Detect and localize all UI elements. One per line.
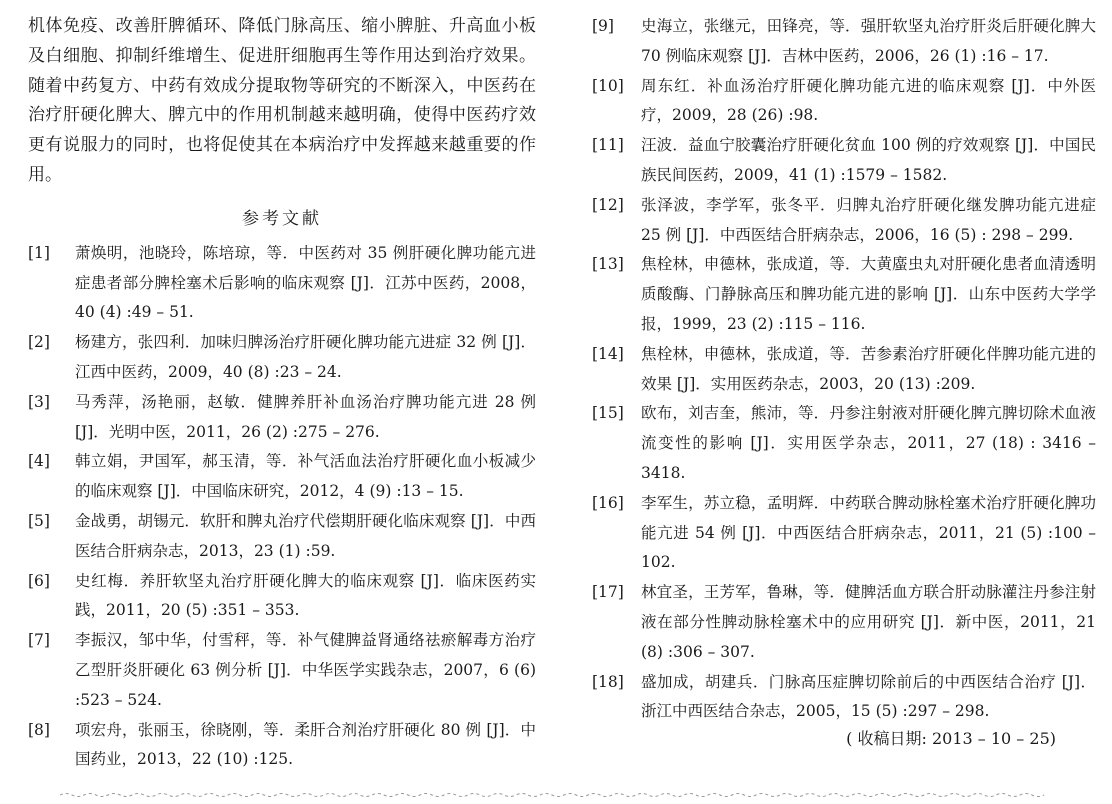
reference-text: 李振汉，邹中华，付雪秤，等．补气健脾益肾通络祛瘀解毒方治疗乙型肝炎肝硬化 63 例分析 [J]．中华医学实践杂志，2007，6 (6) :523 – 524. [75,631,536,709]
reference-text: 焦栓林，申德林，张成道，等．苦参素治疗肝硬化伴脾功能亢进的效果 [J]．实用医药杂志，2003，20 (13) :209. [641,344,1096,393]
reference-item [28,388,536,448]
reference-item [594,72,1096,132]
received-date: ( 收稿日期: 2013 – 10 – 25) [846,729,1056,749]
reference-number: [18] [592,672,624,691]
reference-text: 韩立娟，尹国军，郝玉清，等．补气活血法治疗肝硬化血小板减少的临床观察 [J]．中国临床研究，2012，4 (9) :13 – 15. [75,452,536,501]
reference-number: [7] [28,631,50,650]
reference-item [594,668,1096,728]
reference-number: [8] [28,720,50,739]
reference-text: 史海立，张继元，田锋亮，等．强肝软坚丸治疗肝炎后肝硬化脾大 70 例临床观察 [J]．吉林中医药，2006，26 (1) :16 – 17. [641,17,1096,65]
reference-number: [10] [592,76,624,95]
reference-text: 杨建方，张四利．加味归脾汤治疗肝硬化脾功能亢进症 32 例 [J]．江西中医药，2009，40 (8) :23 – 24. [75,333,536,381]
reference-text: 林宜圣，王芳军，鲁琳，等．健脾活血方联合肝动脉灌注丹参注射液在部分性脾动脉栓塞术中的应用研究 [J]．新中医，2011，21 (8) :306 – 307. [641,583,1096,661]
reference-item [28,239,536,328]
reference-item [594,399,1096,488]
reference-item [28,716,536,776]
reference-item [594,12,1096,72]
reference-item [28,328,536,388]
reference-item [594,489,1096,578]
reference-text: 周东红．补血汤治疗肝硬化脾功能亢进的临床观察 [J]．中外医疗，2009，28 (26) :98. [641,76,1096,125]
reference-item [594,340,1096,400]
reference-number: [16] [592,493,624,512]
reference-text: 项宏舟，张丽玉，徐晓刚，等．柔肝合剂治疗肝硬化 80 例 [J]．中国药业，2013，22 (10) :125. [75,720,536,769]
reference-item [594,191,1096,251]
reference-item [28,507,536,567]
references-list-left [28,239,536,775]
references-heading: 参考文献 [242,208,322,229]
reference-text: 马秀萍，汤艳丽，赵敏．健脾养肝补血汤治疗脾功能亢进 28 例 [J]．光明中医，2011，26 (2) :275 – 276. [75,392,536,441]
reference-item [28,626,536,715]
reference-text: 盛加成，胡建兵．门脉高压症脾切除前后的中西医结合治疗 [J]．浙江中西医结合杂志，2005，15 (5) :297 – 298. [641,672,1096,721]
reference-number: [1] [28,243,50,262]
reference-text: 欧布，刘吉奎，熊沛，等．丹参注射液对肝硬化脾亢脾切除术血液流变性的影响 [J]．实用医学杂志，2011，27 (18) : 3416 – 3418. [641,404,1096,482]
reference-text: 金战勇，胡锡元．软肝和脾丸治疗代偿期肝硬化临床观察 [J]．中西医结合肝病杂志，2013，23 (1) :59. [75,511,536,560]
wavy-divider [60,792,1052,798]
references-list-right [594,12,1096,727]
left-column [28,0,536,775]
reference-number: [5] [28,511,50,530]
reference-number: [9] [592,17,614,35]
reference-item [28,567,536,627]
reference-text: 焦栓林，申德林，张成道，等．大黄䗪虫丸对肝硬化患者血清透明质酸酶、门静脉高压和脾功能亢进的影响 [J]．山东中医药大学学报，1999，23 (2) :115 – 116. [641,255,1096,333]
reference-text: 张泽波，李学军，张冬平．归脾丸治疗肝硬化继发脾功能亢进症 25 例 [J]．中西医结合肝病杂志，2006，16 (5) : 298 – 299. [641,195,1096,244]
reference-item [594,578,1096,667]
reference-item [594,131,1096,191]
reference-number: [12] [592,195,624,214]
right-column [594,12,1096,753]
reference-number: [3] [28,392,50,411]
reference-number: [6] [28,571,50,590]
reference-number: [17] [592,583,624,602]
reference-text: 汪波．益血宁胶囊治疗肝硬化贫血 100 例的疗效观察 [J]．中国民族民间医药，2009，41 (1) :1579 – 1582. [641,136,1096,184]
reference-number: [13] [592,255,624,274]
reference-item [28,447,536,507]
reference-number: [2] [28,333,50,352]
intro-paragraph: 机体免疫、改善肝脾循环、降低门脉高压、缩小脾脏、升高血小板及白细胞、抑制纤维增生、促进肝细胞再生等作用达到治疗效果。随着中药复方、中药有效成分提取物等研究的不断深入，中医药在治疗肝硬化脾大、脾亢中的作用机制越来越明确，使得中医药疗效更有说服力的同时，也将促使其在本病治疗中发挥越来越重要的作用。 [28,16,536,185]
reference-text: 史红梅．养肝软坚丸治疗肝硬化脾大的临床观察 [J]．临床医药实践，2011，20 (5) :351 – 353. [75,571,536,620]
reference-number: [15] [592,404,624,423]
reference-number: [14] [592,344,624,363]
reference-item [594,250,1096,339]
reference-text: 萧焕明，池晓玲，陈培琼，等．中医药对 35 例肝硬化脾功能亢进症患者部分脾栓塞术后影响的临床观察 [J]．江苏中医药，2008，40 (4) :49 – 51. [75,243,536,322]
reference-text: 李军生，苏立稳，孟明辉．中药联合脾动脉栓塞术治疗肝硬化脾功能亢进 54 例 [J]．中西医结合肝病杂志，2011，21 (5) :100 – 102. [641,493,1096,572]
reference-number: [11] [592,136,624,155]
reference-number: [4] [28,452,50,471]
